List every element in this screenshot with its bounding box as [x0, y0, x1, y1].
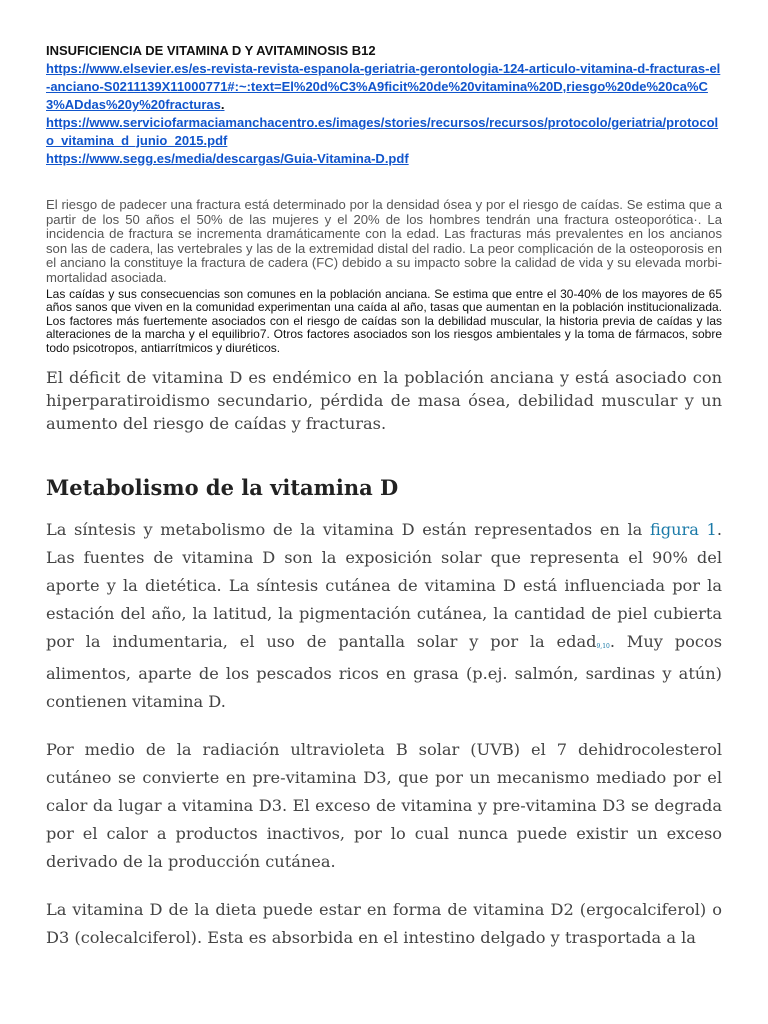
metabolism-paragraph-1: La síntesis y metabolismo de la vitamina D están representados en la figura 1. Las fuentes de vitamina D son la exposición solar que representa el 90% del aporte y la dietética. La síntesis cutánea de vitamina D está influenciada por la estación del año, la latitud, la pigmentación cutánea, la cantidad de piel cubierta por la indumentaria, el uso de pantalla solar y por la edad$^{9,10}$. Muy pocos alimentos, aparte de los pescados ricos en grasa (p.ej. salmón, sardinas y atún) contienen vitamina D.: [46, 519, 723, 711]
document-page: [46, 42, 722, 952]
section-title: Metabolismo de la vitamina D: [46, 474, 399, 500]
fracture-risk-paragraph: El riesgo de padecer una fractura está determinado por la densidad ósea y por el riesgo de caídas. Se estima que a partir de los 50 años el 50% de las mujeres y el 20% de los hombres tendrán una fractura osteoporótica·. La incidencia de fractura se incrementa dramáticamente con la edad. Las fracturas más prevalentes en los ancianos son las de cadera, las vertebrales y las de la extremidad distal del radio. La peor complicación de la osteoporosis en el anciano la constituye la fractura de cadera (FC) debido a su impacto sobre la calidad de vida y su elevada morbi-mortalidad asociada.: [46, 197, 722, 285]
metabolism-paragraph-2: Por medio de la radiación ultravioleta B solar (UVB) el 7 dehidrocolesterol cutáneo se convierte en pre-vitamina D3, que por un mecanismo mediado por el calor da lugar a vitamina D3. El exceso de vitamina y pre-vitamina D3 se degrada por el calor a productos inactivos, por lo cual nunca puede existir un exceso derivado de la producción cutánea.: [46, 739, 722, 871]
deficit-paragraph: El déficit de vitamina D es endémico en la población anciana y está asociado con hiperparatiroidismo secundario, pérdida de masa ósea, debilidad muscular y un aumento del riesgo de caídas y fracturas.: [46, 367, 722, 433]
metabolism-paragraph-3: La vitamina D de la dieta puede estar en forma de vitamina D2 (ergocalciferol) o D3 (colecalciferol). Esta es absorbida en el intestino delgado y trasportada a la: [46, 899, 722, 947]
reference-link-servicio-farmacia[interactable]: https://www.serviciofarmaciamanchacentro.es/images/stories/recursos/recursos/protocolo/geriatria/protocolo_vitamina_d_junio_2015.pdf: [46, 115, 719, 148]
citation-link[interactable]: 9,10: [596, 642, 610, 650]
figure-1-link[interactable]: figura 1: [649, 519, 717, 539]
reference-link-elsevier[interactable]: https://www.elsevier.es/es-revista-revista-espanola-geriatria-gerontologia-124-articulo-vitamina-d-fracturas-el-anciano-S0211139X11000771#:~:text=El%20d%C3%A9ficit%20de%20vitamina%20D,riesgo%20de%20ca%C3%ADdas%20y%20fracturas.: [46, 61, 721, 112]
reference-link-segg[interactable]: https://www.segg.es/media/descargas/Guia-Vitamina-D.pdf: [46, 151, 409, 166]
reference-list: [46, 60, 722, 168]
falls-paragraph: Las caídas y sus consecuencias son comunes en la población anciana. Se estima que entre el 30-40% de los mayores de 65 años sanos que viven en la comunidad experimentan una caída al año, tasas que aumentan en la población institucionalizada. Los factores más fuertemente asociados con el riesgo de caídas son la debilidad muscular, la historia previa de caídas y las alteraciones de la marcha y el equilibrio7. Otros factores asociados son los riesgos ambientales y la toma de fármacos, sobre todo psicotropos, antiarrítmicos y diuréticos.: [46, 286, 722, 355]
document-title: INSUFICIENCIA DE VITAMINA D Y AVITAMINOSIS B12: [46, 43, 376, 58]
